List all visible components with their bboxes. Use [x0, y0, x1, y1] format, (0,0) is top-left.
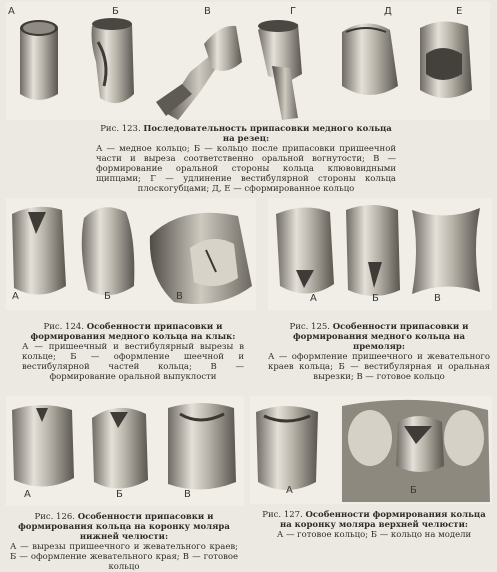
flat-pliers-d — [258, 20, 302, 120]
fig125-letter-b: Б — [372, 293, 379, 304]
fig125-caption — [268, 322, 490, 382]
fig127-number: Рис. 127. — [262, 510, 303, 520]
fig125-title: Особенности припасовки и формирования медного кольца на премоляр: — [293, 322, 469, 352]
upper-molar-ring-a — [256, 406, 318, 490]
fig126-letter-a: А — [24, 489, 31, 500]
fig123-letter-b: Б — [112, 6, 119, 17]
fig126-plate — [6, 396, 244, 506]
premolar-ring-a — [276, 207, 334, 293]
fig123-letter-c: В — [204, 6, 211, 17]
copper-ring-b — [92, 18, 135, 103]
fig125-illustration — [268, 198, 492, 310]
fig126-illustration — [6, 396, 244, 506]
fig126-number: Рис. 126. — [34, 512, 75, 522]
fig124-letter-b: Б — [104, 291, 111, 302]
fig124-title-line — [22, 322, 244, 342]
fig126-caption — [10, 512, 238, 572]
fig123-number: Рис. 123. — [100, 124, 141, 134]
fig124-illustration — [6, 198, 256, 310]
fig127-caption — [262, 510, 486, 540]
formed-ring-f — [420, 21, 472, 98]
canine-ring-b — [82, 207, 135, 295]
fig123-legend: А — медное кольцо; Б — кольцо после припасовки пришеечной части и выреза соответственно оральной вогнутости; В — формирование оральной стороны кольца клювовидными щипцами; Г — удлинение вестибулярной стороны кольца плоскогубцами; Д, Е — сформированное кольцо — [96, 144, 396, 194]
fig125-title-line — [268, 322, 490, 352]
fig124-letter-c: В — [176, 291, 183, 302]
fig127-letter-b: Б — [410, 485, 417, 496]
fig123-title: Последовательность припасовки медного кольца на резец: — [143, 124, 392, 144]
fig123-letter-a: А — [8, 6, 15, 17]
fig123-letter-f: Е — [456, 6, 463, 17]
fig126-legend: А — вырезы пришеечного и жевательного краев; Б — оформление жевательного края; В — готовое кольцо — [10, 542, 238, 572]
fig125-letter-c: В — [434, 293, 441, 304]
fig127-title-line — [262, 510, 486, 530]
beak-pliers-c — [156, 26, 242, 120]
fig123-caption — [96, 124, 396, 194]
fig124-legend: А — пришеечный и вестибулярный вырезы в кольце; Б — оформление шеечной и вестибулярной частей кольца; В — формирование оральной выпуклости — [22, 342, 244, 382]
lower-molar-ring-b — [92, 408, 148, 489]
fig127-letter-a: А — [286, 485, 293, 496]
fig127-legend: А — готовое кольцо; Б — кольцо на модели — [276, 530, 472, 540]
fig124-title: Особенности припасовки и формирования медного кольца на клык: — [30, 322, 236, 342]
premolar-ring-c — [412, 208, 480, 294]
fig124-plate — [6, 198, 256, 310]
copper-ring-a — [20, 20, 58, 100]
lower-molar-ring-a — [12, 405, 74, 487]
fig126-letter-b: Б — [116, 489, 123, 500]
fig126-letter-c: В — [184, 489, 191, 500]
fig125-number: Рис. 125. — [289, 322, 330, 332]
canine-ring-c — [150, 213, 252, 304]
fig123-illustration — [6, 2, 490, 120]
fig125-legend: А — оформление пришеечного и жевательного краев кольца; Б — вестибулярная и оральная вырезки; В — готовое кольцо — [268, 352, 490, 382]
fig124-caption — [22, 322, 244, 382]
fig126-title-line — [10, 512, 238, 542]
fig126-title: Особенности припасовки и формирования кольца на коронку моляра нижней челюсти: — [18, 512, 230, 542]
fig123-letter-e: Д — [384, 6, 392, 17]
canine-ring-a — [12, 207, 66, 295]
fig125-letter-a: А — [310, 293, 317, 304]
lower-molar-ring-c — [168, 403, 236, 490]
fig125-plate — [268, 198, 492, 310]
fig123-plate — [6, 2, 490, 120]
fig127-title: Особенности формирования кольца на коронку моляра верхней челюсти: — [279, 510, 486, 530]
premolar-ring-b — [346, 205, 400, 296]
fig123-letter-d: Г — [290, 6, 297, 17]
fig123-title-line — [96, 124, 396, 144]
fig124-number: Рис. 124. — [43, 322, 84, 332]
fig124-letter-a: А — [12, 291, 19, 302]
formed-ring-e — [342, 23, 398, 95]
